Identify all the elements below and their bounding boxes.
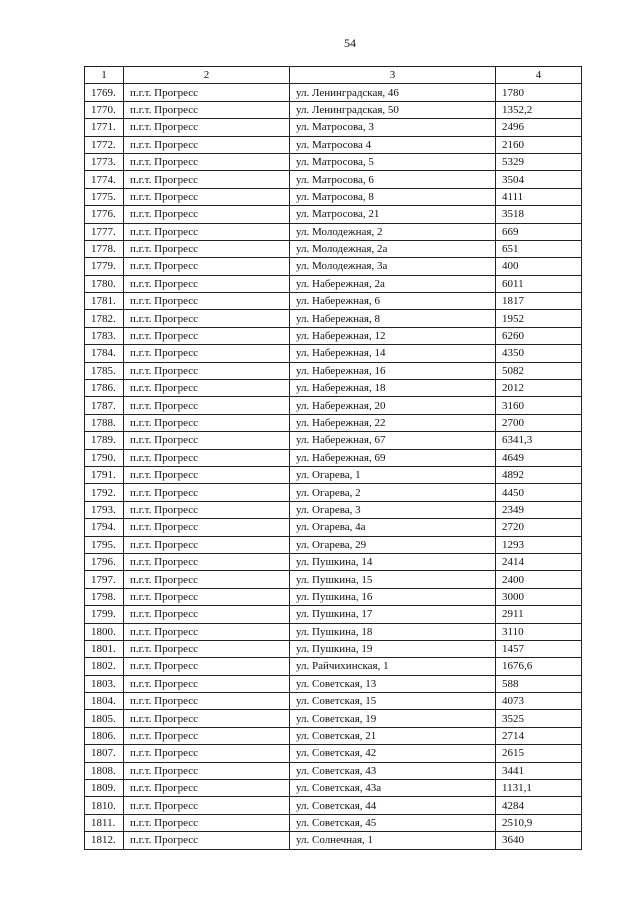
address-registry-table [84,66,582,850]
row-number: 1805. [85,710,124,727]
row-number: 1794. [85,519,124,536]
value-cell: 588 [496,675,582,692]
address-cell: ул. Огарева, 29 [290,536,496,553]
row-number: 1807. [85,745,124,762]
address-cell: ул. Пушкина, 16 [290,588,496,605]
page-number: 54 [344,36,356,50]
header-row [85,67,582,84]
row-number: 1787. [85,397,124,414]
table-row [85,814,582,831]
row-number: 1788. [85,414,124,431]
table-row [85,258,582,275]
table-row [85,206,582,223]
table-row [85,171,582,188]
table-row [85,380,582,397]
table-row [85,832,582,849]
row-number: 1793. [85,501,124,518]
settlement-cell: п.г.т. Прогресс [124,571,290,588]
table-row [85,327,582,344]
row-number: 1792. [85,484,124,501]
settlement-cell: п.г.т. Прогресс [124,623,290,640]
value-cell: 651 [496,240,582,257]
settlement-cell: п.г.т. Прогресс [124,780,290,797]
value-cell: 1457 [496,640,582,657]
value-cell: 4350 [496,345,582,362]
value-cell: 1952 [496,310,582,327]
row-number: 1769. [85,84,124,101]
column-header-4: 4 [496,67,582,84]
row-number: 1800. [85,623,124,640]
value-cell: 5082 [496,362,582,379]
row-number: 1802. [85,658,124,675]
address-cell: ул. Матросова, 8 [290,188,496,205]
value-cell: 3000 [496,588,582,605]
value-cell: 2510,9 [496,814,582,831]
settlement-cell: п.г.т. Прогресс [124,310,290,327]
value-cell: 3160 [496,397,582,414]
address-cell: ул. Матросова, 21 [290,206,496,223]
row-number: 1812. [85,832,124,849]
table-row [85,223,582,240]
settlement-cell: п.г.т. Прогресс [124,693,290,710]
address-cell: ул. Пушкина, 15 [290,571,496,588]
table-row [85,640,582,657]
row-number: 1810. [85,797,124,814]
settlement-cell: п.г.т. Прогресс [124,397,290,414]
value-cell: 2160 [496,136,582,153]
value-cell: 1676,6 [496,658,582,675]
settlement-cell: п.г.т. Прогресс [124,362,290,379]
row-number: 1811. [85,814,124,831]
value-cell: 3504 [496,171,582,188]
table-row [85,519,582,536]
value-cell: 1352,2 [496,101,582,118]
table-row [85,345,582,362]
table-row [85,727,582,744]
address-cell: ул. Пушкина, 18 [290,623,496,640]
table-row [85,484,582,501]
settlement-cell: п.г.т. Прогресс [124,762,290,779]
address-cell: ул. Ленинградская, 50 [290,101,496,118]
value-cell: 4284 [496,797,582,814]
table-body [85,84,582,849]
address-cell: ул. Огарева, 1 [290,466,496,483]
row-number: 1791. [85,466,124,483]
address-cell: ул. Огарева, 2 [290,484,496,501]
settlement-cell: п.г.т. Прогресс [124,710,290,727]
row-number: 1779. [85,258,124,275]
value-cell: 2496 [496,119,582,136]
table-row [85,101,582,118]
table-row [85,466,582,483]
table-row [85,536,582,553]
settlement-cell: п.г.т. Прогресс [124,327,290,344]
row-number: 1804. [85,693,124,710]
settlement-cell: п.г.т. Прогресс [124,223,290,240]
value-cell: 6260 [496,327,582,344]
settlement-cell: п.г.т. Прогресс [124,240,290,257]
row-number: 1773. [85,153,124,170]
value-cell: 2400 [496,571,582,588]
table-row [85,293,582,310]
row-number: 1809. [85,780,124,797]
table-row [85,240,582,257]
address-cell: ул. Советская, 13 [290,675,496,692]
settlement-cell: п.г.т. Прогресс [124,153,290,170]
row-number: 1782. [85,310,124,327]
value-cell: 2700 [496,414,582,431]
value-cell: 3110 [496,623,582,640]
table-row [85,414,582,431]
settlement-cell: п.г.т. Прогресс [124,814,290,831]
row-number: 1771. [85,119,124,136]
row-number: 1785. [85,362,124,379]
settlement-cell: п.г.т. Прогресс [124,606,290,623]
value-cell: 3518 [496,206,582,223]
value-cell: 2349 [496,501,582,518]
table-row [85,780,582,797]
table-row [85,362,582,379]
table-row [85,797,582,814]
table-row [85,571,582,588]
table-row [85,658,582,675]
settlement-cell: п.г.т. Прогресс [124,675,290,692]
value-cell: 1131,1 [496,780,582,797]
settlement-cell: п.г.т. Прогресс [124,466,290,483]
settlement-cell: п.г.т. Прогресс [124,380,290,397]
settlement-cell: п.г.т. Прогресс [124,501,290,518]
column-header-3: 3 [290,67,496,84]
address-cell: ул. Советская, 45 [290,814,496,831]
row-number: 1770. [85,101,124,118]
settlement-cell: п.г.т. Прогресс [124,484,290,501]
address-cell: ул. Набережная, 20 [290,397,496,414]
settlement-cell: п.г.т. Прогресс [124,136,290,153]
row-number: 1775. [85,188,124,205]
address-cell: ул. Советская, 43а [290,780,496,797]
row-number: 1777. [85,223,124,240]
value-cell: 3640 [496,832,582,849]
value-cell: 5329 [496,153,582,170]
address-cell: ул. Набережная, 16 [290,362,496,379]
table-row [85,397,582,414]
address-cell: ул. Молодежная, 3а [290,258,496,275]
address-cell: ул. Советская, 19 [290,710,496,727]
table-row [85,136,582,153]
address-cell: ул. Пушкина, 17 [290,606,496,623]
address-cell: ул. Набережная, 12 [290,327,496,344]
settlement-cell: п.г.т. Прогресс [124,832,290,849]
row-number: 1798. [85,588,124,605]
row-number: 1795. [85,536,124,553]
address-cell: ул. Матросова, 6 [290,171,496,188]
address-cell: ул. Советская, 43 [290,762,496,779]
address-cell: ул. Советская, 44 [290,797,496,814]
settlement-cell: п.г.т. Прогресс [124,727,290,744]
table-row [85,275,582,292]
table-row [85,553,582,570]
settlement-cell: п.г.т. Прогресс [124,206,290,223]
address-cell: ул. Ленинградская, 46 [290,84,496,101]
address-cell: ул. Набережная, 18 [290,380,496,397]
address-cell: ул. Матросова, 3 [290,119,496,136]
value-cell: 2615 [496,745,582,762]
value-cell: 669 [496,223,582,240]
address-cell: ул. Солнечная, 1 [290,832,496,849]
value-cell: 2012 [496,380,582,397]
row-number: 1790. [85,449,124,466]
row-number: 1806. [85,727,124,744]
value-cell: 1293 [496,536,582,553]
value-cell: 2911 [496,606,582,623]
value-cell: 6341,3 [496,432,582,449]
value-cell: 3441 [496,762,582,779]
table-row [85,762,582,779]
table-row [85,693,582,710]
settlement-cell: п.г.т. Прогресс [124,414,290,431]
address-cell: ул. Набережная, 69 [290,449,496,466]
address-cell: ул. Молодежная, 2 [290,223,496,240]
address-cell: ул. Набережная, 8 [290,310,496,327]
settlement-cell: п.г.т. Прогресс [124,188,290,205]
settlement-cell: п.г.т. Прогресс [124,171,290,188]
address-cell: ул. Пушкина, 14 [290,553,496,570]
value-cell: 4450 [496,484,582,501]
table-row [85,432,582,449]
table-row [85,119,582,136]
settlement-cell: п.г.т. Прогресс [124,588,290,605]
settlement-cell: п.г.т. Прогресс [124,84,290,101]
address-cell: ул. Набережная, 22 [290,414,496,431]
table-row [85,449,582,466]
row-number: 1786. [85,380,124,397]
row-number: 1797. [85,571,124,588]
settlement-cell: п.г.т. Прогресс [124,519,290,536]
row-number: 1801. [85,640,124,657]
row-number: 1784. [85,345,124,362]
row-number: 1778. [85,240,124,257]
address-cell: ул. Советская, 15 [290,693,496,710]
row-number: 1780. [85,275,124,292]
settlement-cell: п.г.т. Прогресс [124,345,290,362]
address-cell: ул. Набережная, 2а [290,275,496,292]
row-number: 1774. [85,171,124,188]
address-cell: ул. Набережная, 14 [290,345,496,362]
table-header [85,67,582,84]
value-cell: 4111 [496,188,582,205]
address-cell: ул. Райчихинская, 1 [290,658,496,675]
value-cell: 400 [496,258,582,275]
value-cell: 6011 [496,275,582,292]
address-cell: ул. Матросова, 5 [290,153,496,170]
settlement-cell: п.г.т. Прогресс [124,745,290,762]
table-row [85,675,582,692]
settlement-cell: п.г.т. Прогресс [124,449,290,466]
address-cell: ул. Огарева, 3 [290,501,496,518]
address-cell: ул. Набережная, 67 [290,432,496,449]
value-cell: 1780 [496,84,582,101]
address-cell: ул. Пушкина, 19 [290,640,496,657]
settlement-cell: п.г.т. Прогресс [124,658,290,675]
row-number: 1796. [85,553,124,570]
table-row [85,501,582,518]
table-row [85,153,582,170]
column-header-2: 2 [124,67,290,84]
column-header-1: 1 [85,67,124,84]
settlement-cell: п.г.т. Прогресс [124,536,290,553]
value-cell: 3525 [496,710,582,727]
value-cell: 4649 [496,449,582,466]
settlement-cell: п.г.т. Прогресс [124,101,290,118]
table-row [85,588,582,605]
value-cell: 4892 [496,466,582,483]
address-cell: ул. Молодежная, 2а [290,240,496,257]
row-number: 1776. [85,206,124,223]
settlement-cell: п.г.т. Прогресс [124,275,290,292]
address-cell: ул. Советская, 42 [290,745,496,762]
value-cell: 2714 [496,727,582,744]
table-row [85,606,582,623]
row-number: 1803. [85,675,124,692]
row-number: 1783. [85,327,124,344]
settlement-cell: п.г.т. Прогресс [124,797,290,814]
address-cell: ул. Огарева, 4а [290,519,496,536]
address-cell: ул. Советская, 21 [290,727,496,744]
row-number: 1772. [85,136,124,153]
settlement-cell: п.г.т. Прогресс [124,293,290,310]
value-cell: 4073 [496,693,582,710]
row-number: 1808. [85,762,124,779]
settlement-cell: п.г.т. Прогресс [124,119,290,136]
table-row [85,188,582,205]
settlement-cell: п.г.т. Прогресс [124,640,290,657]
value-cell: 2414 [496,553,582,570]
settlement-cell: п.г.т. Прогресс [124,258,290,275]
table-row [85,84,582,101]
settlement-cell: п.г.т. Прогресс [124,432,290,449]
table-row [85,310,582,327]
address-cell: ул. Набережная, 6 [290,293,496,310]
row-number: 1781. [85,293,124,310]
table-row [85,623,582,640]
table-row [85,710,582,727]
address-cell: ул. Матросова 4 [290,136,496,153]
row-number: 1799. [85,606,124,623]
value-cell: 1817 [496,293,582,310]
settlement-cell: п.г.т. Прогресс [124,553,290,570]
value-cell: 2720 [496,519,582,536]
table-row [85,745,582,762]
row-number: 1789. [85,432,124,449]
